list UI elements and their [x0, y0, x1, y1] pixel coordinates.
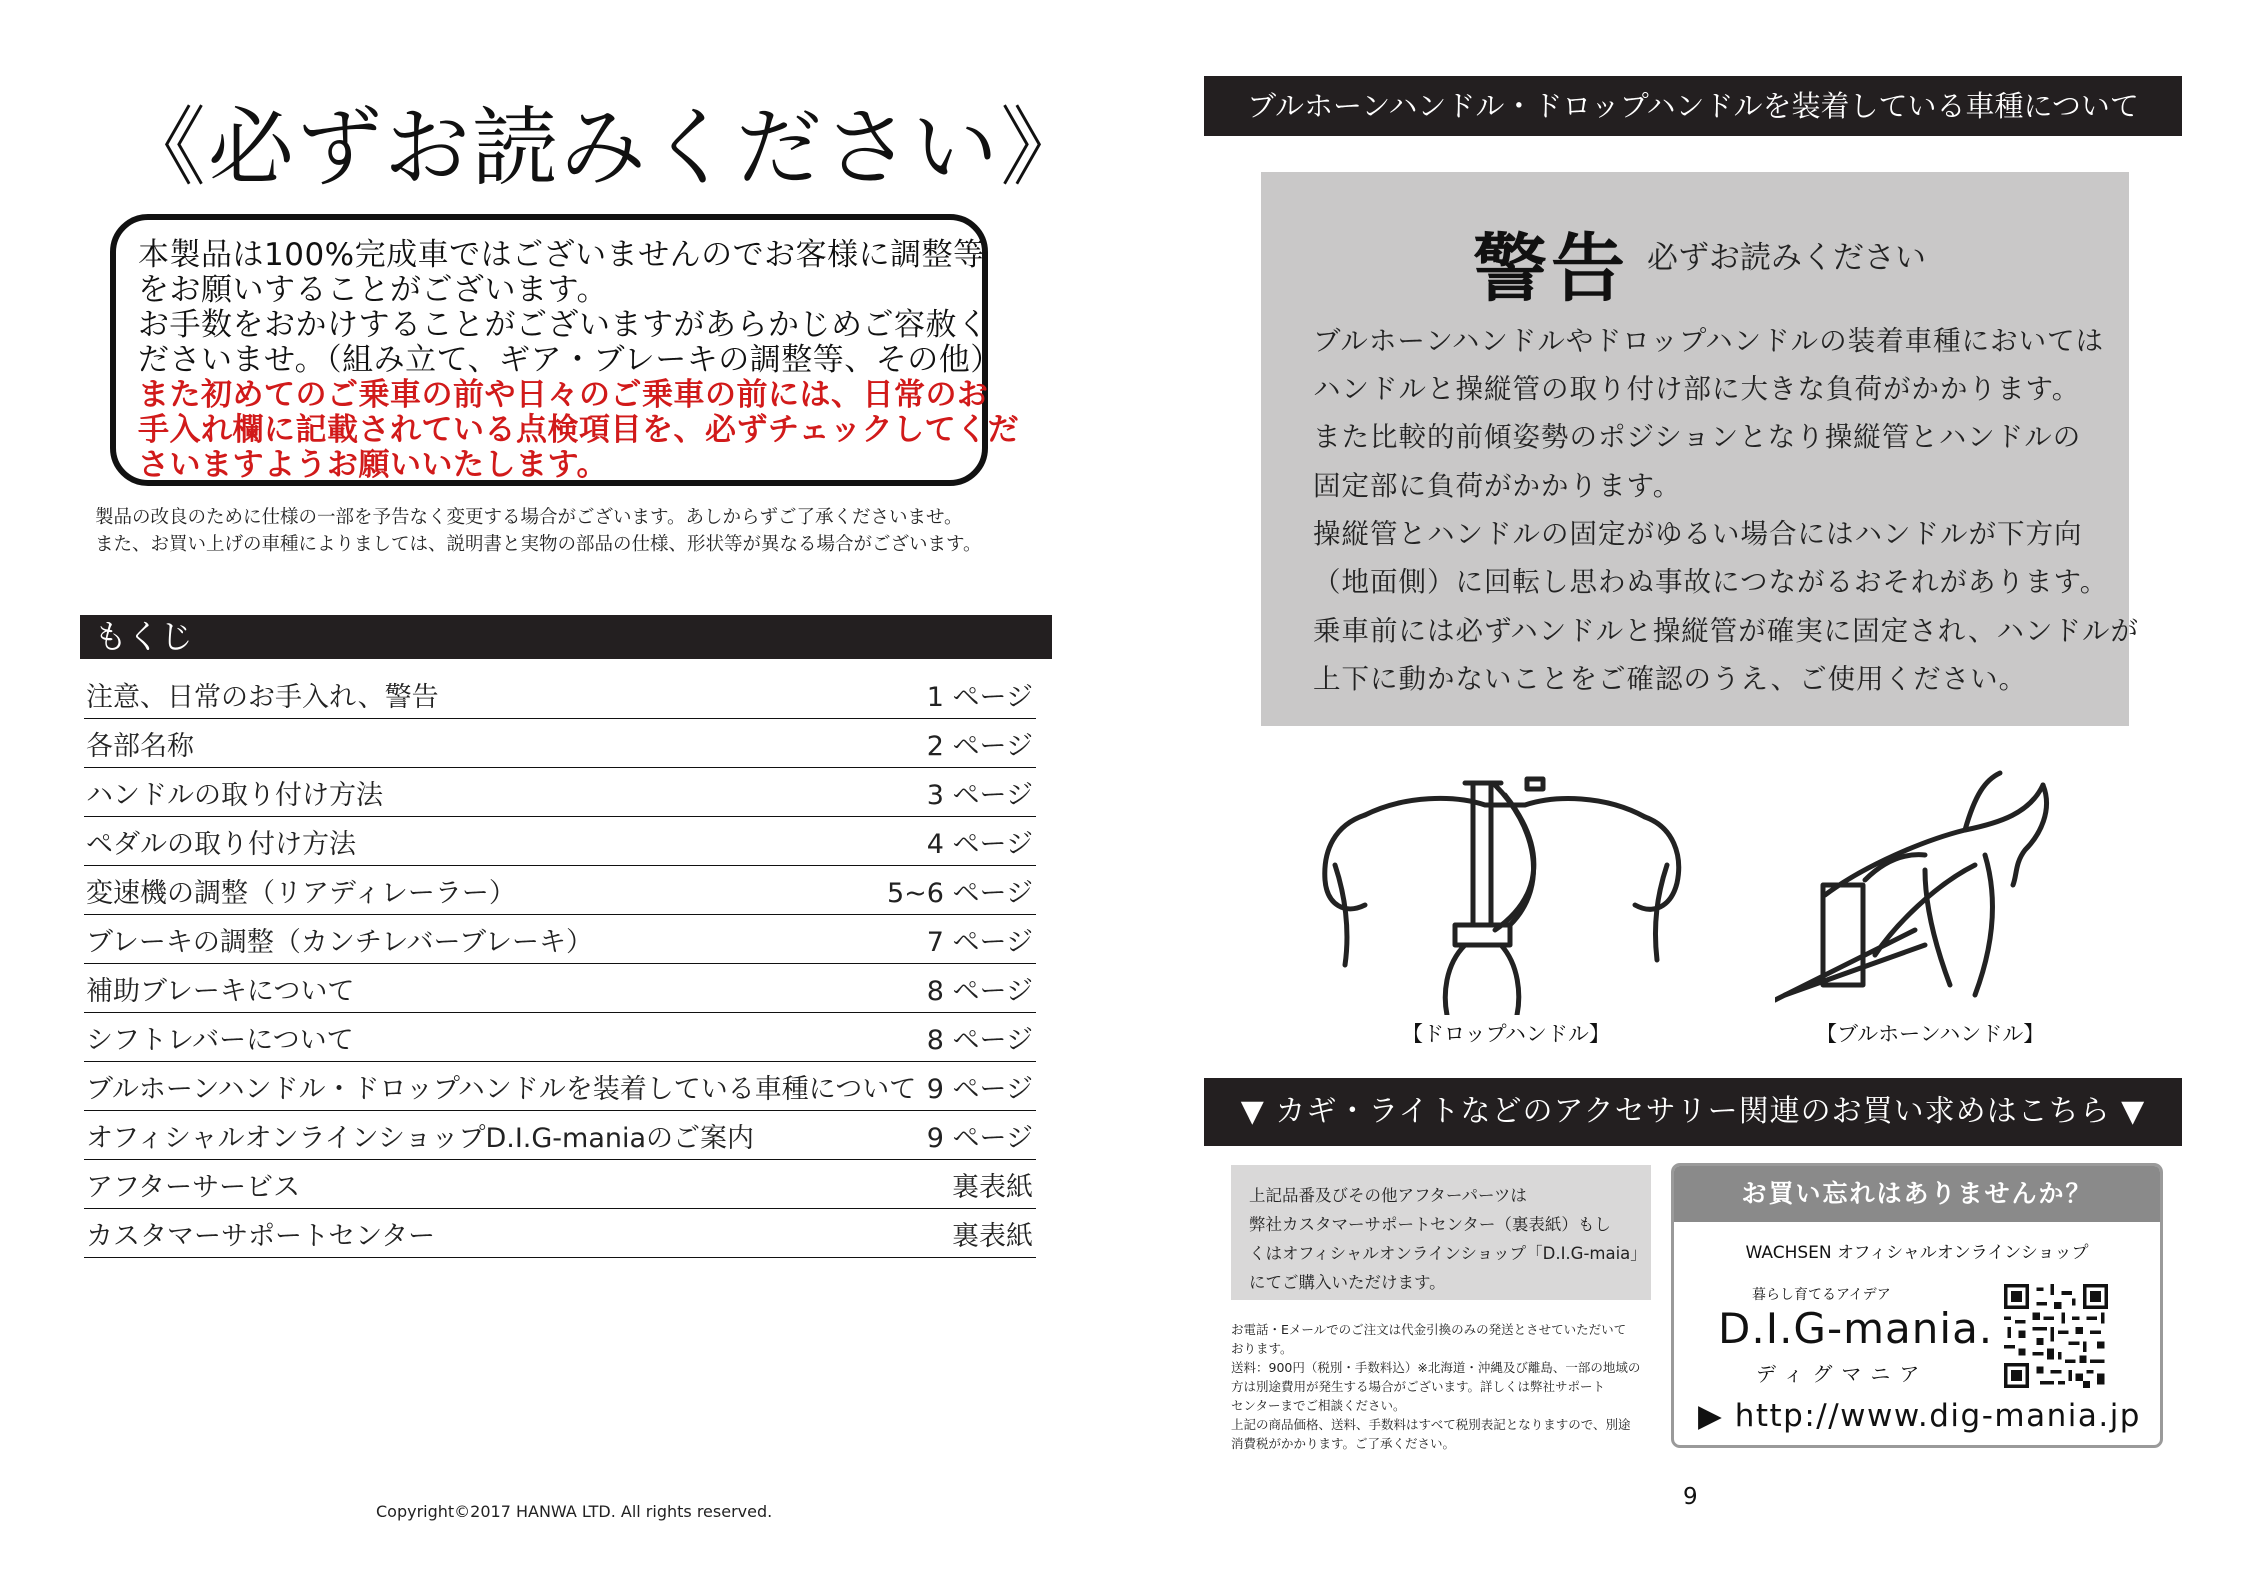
notice-box [110, 214, 1020, 486]
toc-page: 9 ページ [926, 1073, 1033, 1105]
toc-page: 裏表紙 [952, 1220, 1033, 1252]
info-line: 弊社カスタマーサポートセンター（裏表紙）もし [1249, 1215, 1611, 1234]
fine-line: おります。 [1231, 1341, 1293, 1356]
toc-title: 注意、日常のお手入れ、警告 [86, 681, 439, 713]
toc-row[interactable] [84, 915, 1036, 964]
shop-logo-kana: ディグマニア [1756, 1362, 1929, 1386]
warning-line: 操縦管とハンドルの固定がゆるい場合にはハンドルが下方向 [1313, 518, 2083, 550]
warning-line: 上下に動かないことをご確認のうえ、ご使用ください。 [1313, 663, 2028, 695]
shop-tagline: 暮らし育てるアイデア [1752, 1287, 1891, 1303]
info-line: にてご購入いただけます。 [1249, 1273, 1446, 1292]
page-number: 9 [1683, 1484, 1698, 1510]
toc-row[interactable] [84, 866, 1036, 915]
table-of-contents [84, 670, 1036, 1258]
bullhorn-handlebar-label: 【ブルホーンハンドル】 [1816, 1022, 2045, 1046]
warning-line: 固定部に負荷がかかります。 [1313, 470, 1682, 502]
bullhorn-handlebar-illustration [1775, 755, 2075, 1005]
toc-page: 9 ページ [926, 1122, 1033, 1154]
info-line: 上記品番及びその他アフターパーツは [1249, 1186, 1527, 1205]
notice-warning-line: また初めてのご乗車の前や日々のご乗車の前には、日常のお [138, 377, 989, 413]
toc-title: 変速機の調整（リアディレーラー） [86, 877, 516, 909]
page-title: 《必ずお読みください》 [120, 98, 1088, 198]
toc-title: ハンドルの取り付け方法 [86, 779, 383, 811]
copyright: Copyright©2017 HANWA LTD. All rights reserved. [376, 1502, 773, 1521]
fine-line: 方は別途費用が発生する場合がございます。詳しくは弊社サポート [1231, 1379, 1606, 1394]
toc-title: シフトレバーについて [86, 1024, 354, 1056]
toc-row[interactable] [84, 1111, 1036, 1160]
toc-header: もくじ [80, 615, 1052, 659]
parts-info-box [1231, 1165, 1651, 1300]
spec-difference-note: また、お買い上げの車種によりましては、説明書と実物の部品の仕様、形状等が異なる場合がございます。 [95, 534, 982, 555]
toc-row[interactable] [84, 719, 1036, 768]
toc-title: ペダルの取り付け方法 [86, 828, 356, 860]
toc-title: ブルホーンハンドル・ドロップハンドルを装着している車種について [86, 1073, 917, 1105]
warning-title: 警告 [1473, 226, 1629, 312]
shop-subtitle: WACHSEN オフィシャルオンラインショップ [1745, 1243, 2089, 1263]
toc-page: 1 ページ [926, 681, 1033, 713]
toc-row[interactable] [84, 768, 1036, 817]
toc-page: 8 ページ [926, 1024, 1033, 1056]
toc-title: オフィシャルオンラインショップD.I.G-maniaのご案内 [86, 1122, 755, 1154]
toc-page: 裏表紙 [952, 1171, 1033, 1203]
notice-line: をお願いすることがございます。 [138, 272, 609, 308]
shop-url-link[interactable]: ▶ http://www.dig-mania.jp [1698, 1398, 2141, 1434]
toc-title: 各部名称 [86, 730, 194, 762]
notice-line: お手数をおかけすることがございますがあらかじめご容赦く [138, 307, 989, 343]
spec-change-note: 製品の改良のために仕様の一部を予告なく変更する場合がございます。あしからずご了承くださいませ。 [95, 507, 963, 528]
qr-code-icon[interactable] [2004, 1284, 2108, 1388]
warning-line: ハンドルと操縦管の取り付け部に大きな負荷がかかります。 [1313, 373, 2081, 405]
toc-row[interactable] [84, 1209, 1036, 1258]
toc-row[interactable] [84, 1013, 1036, 1062]
warning-line: （地面側）に回転し思わぬ事故につながるおそれがあります。 [1313, 566, 2109, 598]
fine-line: 上記の商品価格、送料、手数料はすべて税別表記となりますので、別途 [1231, 1417, 1631, 1432]
toc-row[interactable] [84, 670, 1036, 719]
toc-title: 補助ブレーキについて [86, 975, 355, 1007]
toc-title: アフターサービス [86, 1171, 301, 1203]
toc-page: 7 ページ [926, 926, 1033, 958]
info-line: くはオフィシャルオンラインショップ「D.I.G-maia」 [1249, 1244, 1647, 1263]
toc-page: 8 ページ [926, 975, 1033, 1007]
notice-line: 本製品は100%完成車ではございませんのでお客様に調整等 [138, 237, 985, 273]
notice-warning-line: 手入れ欄に記載されている点検項目を、必ずチェックしてくだ [138, 412, 1020, 448]
fine-line: お電話・Eメールでのご注文は代金引換のみの発送とさせていただいて [1231, 1322, 1627, 1337]
toc-page: 5~6 ページ [886, 877, 1033, 909]
fine-line: センターまでご相談ください。 [1231, 1398, 1406, 1413]
toc-row[interactable] [84, 1062, 1036, 1111]
toc-page: 3 ページ [926, 779, 1033, 811]
drop-handlebar-illustration [1305, 755, 1685, 1015]
toc-title: カスタマーサポートセンター [86, 1220, 436, 1252]
toc-title: ブレーキの調整（カンチレバーブレーキ） [86, 926, 594, 958]
fine-print [1231, 1320, 1661, 1453]
shop-header: お買い忘れはありませんか？ [1674, 1166, 2160, 1222]
notice-warning-line: さいますようお願いいたします。 [138, 447, 609, 483]
warning-subtitle: 必ずお読みください [1647, 240, 1926, 276]
toc-page: 2 ページ [926, 730, 1033, 762]
fine-line: 消費税がかかります。ご了承ください。 [1231, 1436, 1456, 1451]
warning-line: 乗車前には必ずハンドルと操縦管が確実に固定され、ハンドルが [1313, 615, 2139, 647]
warning-line: ブルホーンハンドルやドロップハンドルの装着車種においては [1313, 325, 2105, 357]
accessory-header: ▼ カギ・ライトなどのアクセサリー関連のお買い求めはこちら ▼ [1204, 1078, 2182, 1146]
toc-row[interactable] [84, 1160, 1036, 1209]
drop-handlebar-label: 【ドロップハンドル】 [1402, 1022, 1610, 1046]
toc-row[interactable] [84, 817, 1036, 866]
shop-logo: D.I.G-mania. [1718, 1304, 1994, 1353]
toc-page: 4 ページ [926, 828, 1033, 860]
fine-line: 送料：900円（税別・手数料込）※北海道・沖縄及び離島、一部の地域の [1231, 1360, 1641, 1375]
warning-line: また比較的前傾姿勢のポジションとなり操縦管とハンドルの [1313, 421, 2082, 453]
section-header: ブルホーンハンドル・ドロップハンドルを装着している車種について [1204, 76, 2182, 136]
notice-line: ださいませ。（組み立て、ギア・ブレーキの調整等、その他） [138, 342, 1002, 378]
toc-row[interactable] [84, 964, 1036, 1013]
online-shop-box [1671, 1163, 2163, 1448]
